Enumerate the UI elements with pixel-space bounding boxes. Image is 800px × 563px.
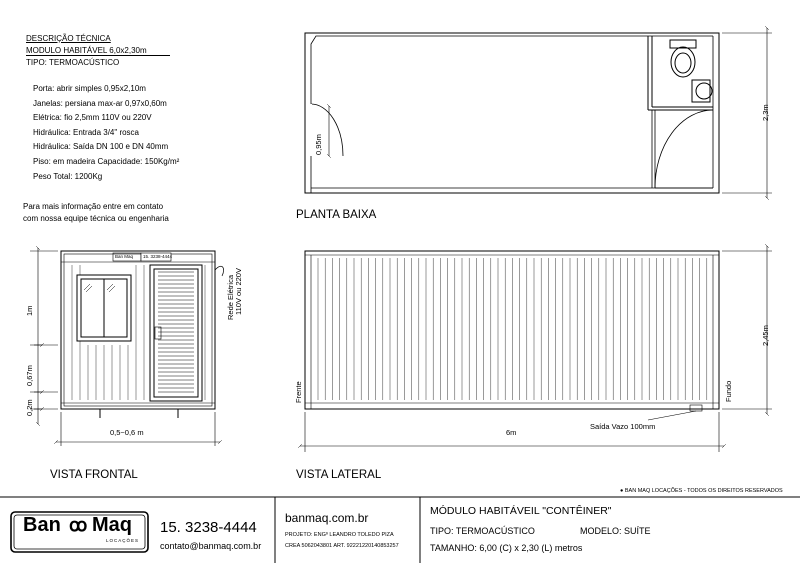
side-dim-height: 2,45m xyxy=(761,325,770,346)
side-view xyxy=(300,246,772,452)
product-size: TAMANHO: 6,00 (C) x 2,30 (L) metros xyxy=(430,543,583,553)
footer-email[interactable]: contato@banmaq.com.br xyxy=(160,541,262,551)
footer-website[interactable]: banmaq.com.br xyxy=(285,511,369,525)
front-door xyxy=(150,265,202,401)
side-title: VISTA LATERAL xyxy=(296,469,382,481)
desc-type: TIPO: TERMOACÚSTICO xyxy=(26,58,120,67)
contact-note-2: com nossa equipe técnica ou engenharia xyxy=(23,214,169,223)
front-logo-small: Ban Maq xyxy=(115,254,134,259)
side-label-front: Frente xyxy=(294,381,303,403)
footer-phone[interactable]: 15. 3238-4444 xyxy=(160,519,257,536)
footer-project: PROJETO: ENGº LEANDRO TOLEDO PIZA xyxy=(285,532,394,538)
side-label-back: Fundo xyxy=(724,380,733,402)
desc-title: DESCRIÇÃO TÉCNICA xyxy=(26,34,111,43)
side-cladding xyxy=(318,258,707,400)
desc-module: MODULO HABITÁVEL 6,0x2,30m xyxy=(26,46,147,55)
spec-item: Elétrica: fio 2,5mm 110V ou 220V xyxy=(33,113,152,123)
electric-label-2: 110V ou 220V xyxy=(234,268,243,315)
floor-plan xyxy=(305,28,772,198)
front-dim-base: 0,5~0,6 m xyxy=(110,428,144,437)
product-type: TIPO: TERMOACÚSTICO xyxy=(430,526,535,536)
plan-dim-door: 0,95m xyxy=(314,134,323,155)
product-model: MODELO: SUÍTE xyxy=(580,526,651,536)
drain-pipe xyxy=(690,405,702,411)
plan-title: PLANTA BAIXA xyxy=(296,209,377,221)
front-title: VISTA FRONTAL xyxy=(50,469,138,481)
front-dim-067: 0,67m xyxy=(25,365,34,386)
footer-crea: CREA 5062043801 ART. 92221220140853257 xyxy=(285,543,399,549)
spec-item: Janelas: persiana max-ar 0,97x0,60m xyxy=(33,98,167,108)
logo-word-maq: Maq xyxy=(92,514,132,536)
door-swing xyxy=(655,110,713,188)
spec-item: Piso: em madeira Capacidade: 150Kg/m² xyxy=(33,156,180,166)
plan-dim-width: 2,3m xyxy=(761,104,770,121)
front-dim-1m: 1m xyxy=(25,305,34,316)
electric-label-1: Rede Elétrica xyxy=(226,274,235,320)
side-dim-length: 6m xyxy=(506,428,517,437)
logo-swirl-icon: ꝏ xyxy=(69,515,88,535)
drain-label: Saída Vazo 100mm xyxy=(590,422,656,431)
plan-inner-wall xyxy=(311,36,713,193)
spec-item: Peso Total: 1200Kg xyxy=(33,171,103,181)
front-phone-small: 15. 3238-4444 xyxy=(143,254,173,259)
front-view xyxy=(30,248,224,446)
copyright xyxy=(620,488,783,494)
logo-word-ban: Ban xyxy=(23,514,61,536)
copyright-text: BAN MAQ LOCAÇÕES - TODOS OS DIREITOS RESERVADOS xyxy=(624,488,783,494)
copyright-icon: ● xyxy=(620,488,625,494)
electric-cable xyxy=(215,266,224,276)
spec-item: Hidráulica: Entrada 3/4" rosca xyxy=(33,127,140,137)
contact-note-1: Para mais informação entre em contato xyxy=(23,202,164,211)
logo-sub: LOCAÇÕES xyxy=(106,538,140,543)
product-title: MÓDULO HABITÁVEIL "CONTÊINER" xyxy=(430,505,612,517)
spec-item: Porta: abrir simples 0,95x2,10m xyxy=(33,84,146,93)
side-outline xyxy=(305,251,719,409)
spec-item: Hidráulica: Saída DN 100 e DN 40mm xyxy=(33,142,169,152)
front-dim-02: 0,2m xyxy=(25,399,34,416)
